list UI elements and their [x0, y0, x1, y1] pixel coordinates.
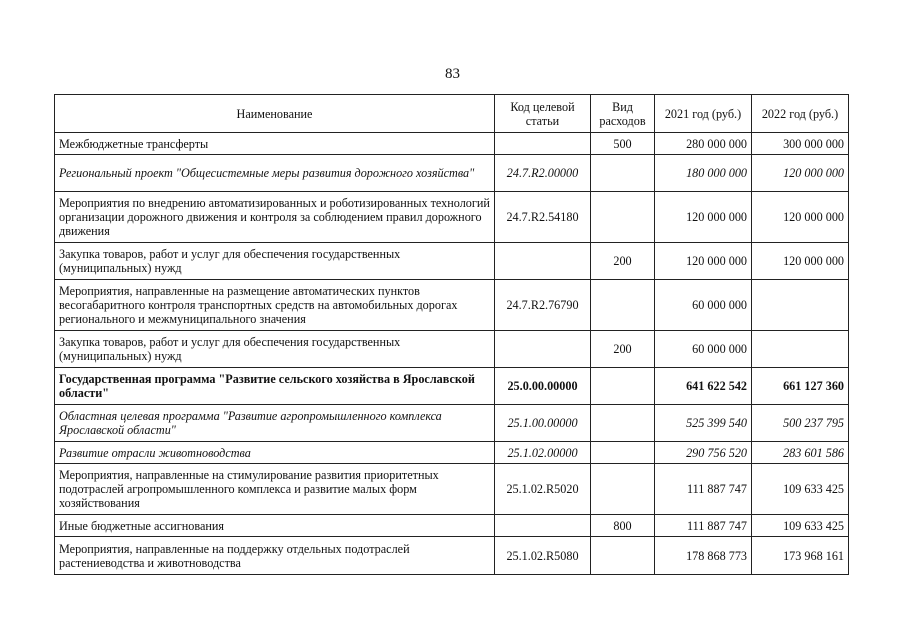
- row-type: [591, 280, 655, 331]
- row-code: 25.0.00.00000: [495, 368, 591, 405]
- row-2022: 120 000 000: [752, 243, 849, 280]
- table-row: [55, 368, 849, 405]
- row-2021: 290 756 520: [655, 442, 752, 464]
- row-type: [591, 537, 655, 575]
- table-row: [55, 331, 849, 368]
- row-name: Мероприятия, направленные на размещение автоматических пунктов весогабаритного контроля транспортных средств на автомобильных дорогах регионального и межмуниципального значения: [55, 280, 495, 331]
- row-2021: 178 868 773: [655, 537, 752, 575]
- row-2022: 661 127 360: [752, 368, 849, 405]
- row-name: Закупка товаров, работ и услуг для обеспечения государственных (муниципальных) нужд: [55, 243, 495, 280]
- row-type: 500: [591, 133, 655, 155]
- header-2021: 2021 год (руб.): [655, 95, 752, 133]
- row-type: [591, 405, 655, 442]
- row-name: Развитие отрасли животноводства: [55, 442, 495, 464]
- row-2021: 280 000 000: [655, 133, 752, 155]
- row-name: Государственная программа "Развитие сельского хозяйства в Ярославской области": [55, 368, 495, 405]
- row-2021: 120 000 000: [655, 192, 752, 243]
- table-row: [55, 405, 849, 442]
- row-name: Региональный проект "Общесистемные меры развития дорожного хозяйства": [55, 155, 495, 192]
- row-code: [495, 133, 591, 155]
- row-2021: 111 887 747: [655, 515, 752, 537]
- row-2021: 120 000 000: [655, 243, 752, 280]
- row-type: [591, 368, 655, 405]
- row-2022: 109 633 425: [752, 464, 849, 515]
- row-type: 200: [591, 243, 655, 280]
- table-row: [55, 133, 849, 155]
- row-2022: 173 968 161: [752, 537, 849, 575]
- row-code: [495, 243, 591, 280]
- header-type: Вид расходов: [591, 95, 655, 133]
- row-name: Мероприятия, направленные на стимулирование развития приоритетных подотраслей агропромышленного комплекса и развитие малых форм хозяйствования: [55, 464, 495, 515]
- row-2021: 525 399 540: [655, 405, 752, 442]
- row-2022: [752, 280, 849, 331]
- row-2021: 60 000 000: [655, 280, 752, 331]
- row-type: [591, 155, 655, 192]
- row-code: [495, 515, 591, 537]
- row-2022: 300 000 000: [752, 133, 849, 155]
- table-row: [55, 442, 849, 464]
- row-type: 200: [591, 331, 655, 368]
- row-name: Мероприятия по внедрению автоматизированных и роботизированных технологий организации дорожного движения и контроля за соблюдением правил дорожного движения: [55, 192, 495, 243]
- table-header-row: [55, 95, 849, 133]
- header-name: Наименование: [55, 95, 495, 133]
- row-type: [591, 192, 655, 243]
- page-number: 83: [445, 66, 460, 82]
- row-code: [495, 331, 591, 368]
- table-row: [55, 280, 849, 331]
- row-2022: 120 000 000: [752, 192, 849, 243]
- row-2021: 641 622 542: [655, 368, 752, 405]
- row-name: Областная целевая программа "Развитие агропромышленного комплекса Ярославской области": [55, 405, 495, 442]
- row-2022: 109 633 425: [752, 515, 849, 537]
- row-name: Закупка товаров, работ и услуг для обеспечения государственных (муниципальных) нужд: [55, 331, 495, 368]
- row-code: 24.7.R2.76790: [495, 280, 591, 331]
- header-code: Код целевой статьи: [495, 95, 591, 133]
- table-row: [55, 515, 849, 537]
- row-name: Мероприятия, направленные на поддержку отдельных подотраслей растениеводства и животноводства: [55, 537, 495, 575]
- row-2022: 283 601 586: [752, 442, 849, 464]
- row-code: 24.7.R2.54180: [495, 192, 591, 243]
- budget-table: [54, 94, 849, 575]
- row-2021: 180 000 000: [655, 155, 752, 192]
- row-type: [591, 442, 655, 464]
- row-code: 25.1.02.R5080: [495, 537, 591, 575]
- row-code: 25.1.00.00000: [495, 405, 591, 442]
- row-type: [591, 464, 655, 515]
- row-2022: 120 000 000: [752, 155, 849, 192]
- row-2022: 500 237 795: [752, 405, 849, 442]
- header-2022: 2022 год (руб.): [752, 95, 849, 133]
- table-row: [55, 192, 849, 243]
- row-code: 25.1.02.R5020: [495, 464, 591, 515]
- row-2021: 60 000 000: [655, 331, 752, 368]
- row-code: 24.7.R2.00000: [495, 155, 591, 192]
- table-row: [55, 537, 849, 575]
- row-name: Иные бюджетные ассигнования: [55, 515, 495, 537]
- table-row: [55, 464, 849, 515]
- row-type: 800: [591, 515, 655, 537]
- row-code: 25.1.02.00000: [495, 442, 591, 464]
- table-row: [55, 243, 849, 280]
- table-row: [55, 155, 849, 192]
- row-2022: [752, 331, 849, 368]
- row-name: Межбюджетные трансферты: [55, 133, 495, 155]
- row-2021: 111 887 747: [655, 464, 752, 515]
